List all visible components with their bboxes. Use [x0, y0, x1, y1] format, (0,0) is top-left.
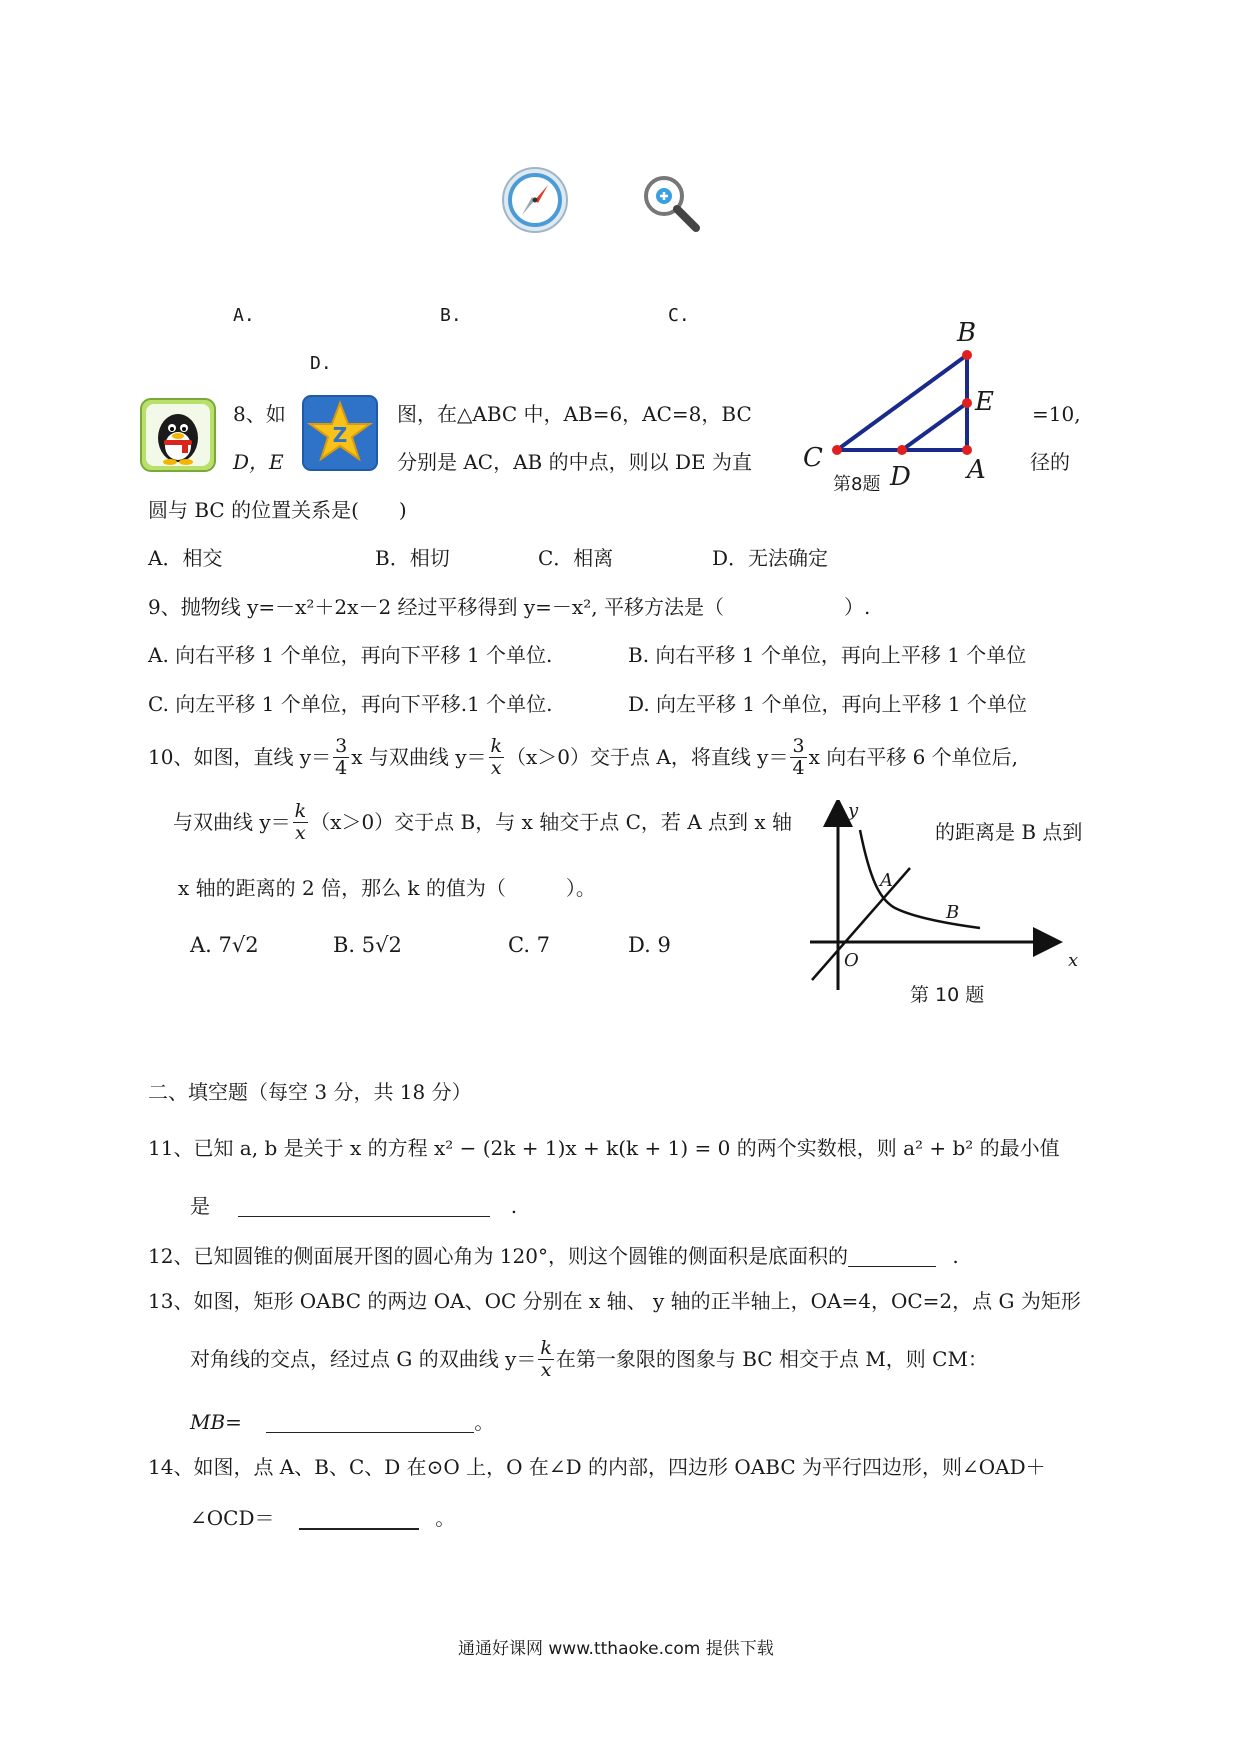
q9-stem: 9、抛物线 y=－x²＋2x－2 经过平移得到 y=－x², 平移方法是（ ）. — [148, 595, 871, 619]
q8-line2-b: 分别是 AC，AB 的中点，则以 DE 为直 — [397, 450, 752, 474]
q8-label-C: C — [803, 443, 823, 473]
q11-stem: 11、已知 a, b 是关于 x 的方程 x² − (2k + 1)x + k(k + 1) = 0 的两个实数根，则 a² + b² 的最小值 — [148, 1136, 1060, 1160]
q12-stem: 12、已知圆锥的侧面展开图的圆心角为 120°，则这个圆锥的侧面积是底面积的 — [148, 1244, 848, 1268]
q10-fraction-2 — [489, 736, 505, 779]
q10-option-a: A. 7√2 — [190, 933, 259, 957]
q8-label-B: B — [957, 318, 977, 348]
q11-answer-blank[interactable] — [238, 1196, 490, 1217]
q13-end: 。 — [474, 1410, 495, 1434]
q11-line2-text: 是 — [190, 1194, 210, 1218]
q14-line2 — [190, 1508, 455, 1530]
q10-fraction-1 — [333, 736, 349, 779]
q10-f4-num: k — [294, 800, 307, 822]
q14-answer-blank[interactable] — [299, 1508, 419, 1530]
q10-label-x: x — [1068, 950, 1079, 971]
point-E — [962, 398, 972, 408]
q8-option-c: C．相离 — [538, 546, 614, 570]
q10-text-3: （x＞0）交于点 A，将直线 y＝ — [506, 745, 789, 770]
zoom-in-icon — [638, 172, 704, 238]
q10-fraction-3 — [790, 736, 806, 779]
q13-f-num: k — [540, 1337, 552, 1359]
q7-option-d: D. — [310, 353, 332, 374]
q10-option-c: C. 7 — [508, 933, 551, 957]
q10-text-1: 10、如图，直线 y＝ — [148, 745, 332, 770]
point-D — [897, 445, 907, 455]
q10-text-4: x 向右平移 6 个单位后, — [808, 745, 1019, 770]
penguin-icon — [140, 398, 216, 472]
q14-stem: 14、如图，点 A、B、C、D 在⊙O 上，O 在∠D 的内部，四边形 OABC 为平行四边形，则∠OAD＋ — [148, 1455, 1046, 1479]
q10-graph-figure — [800, 800, 1090, 1015]
q8-option-a: A．相交 — [148, 546, 223, 570]
q13-line3 — [190, 1412, 494, 1433]
q13-line2-b: 在第一象限的图象与 BC 相交于点 M，则 CM： — [555, 1347, 988, 1372]
point-C — [832, 445, 842, 455]
q10-f1-num: 3 — [335, 735, 348, 757]
q13-line2-a: 对角线的交点，经过点 G 的双曲线 y＝ — [190, 1347, 537, 1372]
q8-caption: 第8题 — [833, 474, 881, 495]
q10-option-b: B. 5√2 — [333, 933, 402, 957]
q13-answer-blank[interactable] — [266, 1412, 474, 1433]
section-2-heading: 二、填空题（每空 3 分，共 18 分） — [148, 1080, 472, 1104]
q10-f4-den: x — [295, 821, 306, 844]
q13-fraction — [538, 1338, 554, 1381]
q10-f2-den: x — [490, 756, 502, 779]
q8-line2-c: 径的 — [1030, 450, 1070, 474]
q12-line — [148, 1246, 959, 1267]
q8-option-d: D．无法确定 — [712, 546, 829, 570]
q8-line1-a: 8、如 — [233, 402, 286, 426]
q14-line2-text: ∠OCD＝ — [190, 1506, 275, 1530]
q10-f1-den: 4 — [335, 756, 348, 779]
point-A — [962, 445, 972, 455]
q10-line1 — [148, 736, 1018, 779]
q12-answer-blank[interactable] — [848, 1246, 936, 1267]
q14-end: 。 — [435, 1506, 456, 1530]
q10-line2-a: 与双曲线 y＝ — [173, 810, 291, 835]
q8-label-D: D — [890, 462, 911, 492]
q7-option-b: B. — [440, 305, 462, 326]
svg-text:Z: Z — [332, 423, 348, 447]
q13-f-den: x — [540, 1358, 552, 1381]
q9-option-d: D. 向左平移 1 个单位，再向上平移 1 个单位 — [628, 692, 1027, 716]
q10-caption: 第 10 题 — [910, 984, 985, 1006]
q8-line2-a: D，E — [233, 450, 284, 474]
q8-line3: 圆与 BC 的位置关系是( ) — [148, 498, 407, 522]
footer-credit: 通通好课网 www.tthaoke.com 提供下载 — [458, 1639, 774, 1659]
star-app-icon — [302, 395, 378, 471]
q10-label-A: A — [880, 870, 893, 891]
q7-option-c: C. — [668, 305, 690, 326]
q8-triangle-figure — [795, 315, 1015, 495]
q13-line2 — [190, 1338, 988, 1381]
q11-line2 — [190, 1196, 517, 1217]
q10-f2-num: k — [490, 735, 503, 757]
q10-line2-b: （x＞0）交于点 B，与 x 轴交于点 C，若 A 点到 x 轴 — [310, 810, 793, 835]
q8-label-E: E — [975, 387, 994, 417]
q8-line1-c: =10, — [1032, 402, 1081, 426]
q10-option-d: D. 9 — [628, 933, 671, 957]
compass-icon — [500, 165, 570, 235]
q10-line3: x 轴的距离的 2 倍，那么 k 的值为（ ）。 — [178, 876, 596, 900]
q13-stem: 13、如图，矩形 OABC 的两边 OA、OC 分别在 x 轴、 y 轴的正半轴上，OA=4，OC=2，点 G 为矩形 — [148, 1289, 1081, 1313]
q8-label-A: A — [967, 455, 986, 485]
q8-line1-b: 图，在△ABC 中，AB=6，AC=8，BC — [397, 402, 752, 426]
q9-option-b: B. 向右平移 1 个单位，再向上平移 1 个单位 — [628, 643, 1027, 667]
q12-end: . — [952, 1244, 959, 1268]
q10-fraction-4 — [293, 801, 309, 844]
q10-line2 — [173, 801, 792, 844]
q10-line2-c: 的距离是 B 点到 — [935, 820, 1083, 844]
q10-label-y: y — [848, 800, 859, 821]
q13-line3-text: MB= — [190, 1410, 242, 1434]
q10-label-O: O — [844, 950, 859, 971]
q9-option-a: A. 向右平移 1 个单位，再向下平移 1 个单位. — [148, 643, 553, 667]
q10-label-B: B — [946, 902, 960, 923]
q10-text-2: x 与双曲线 y＝ — [351, 745, 487, 770]
point-B — [962, 350, 972, 360]
q8-option-b: B．相切 — [375, 546, 450, 570]
q7-option-a: A. — [233, 305, 255, 326]
q10-f3-den: 4 — [792, 756, 805, 779]
q10-f3-num: 3 — [792, 735, 805, 757]
q11-end: . — [510, 1194, 518, 1218]
q9-option-c: C. 向左平移 1 个单位，再向下平移.1 个单位. — [148, 692, 553, 716]
